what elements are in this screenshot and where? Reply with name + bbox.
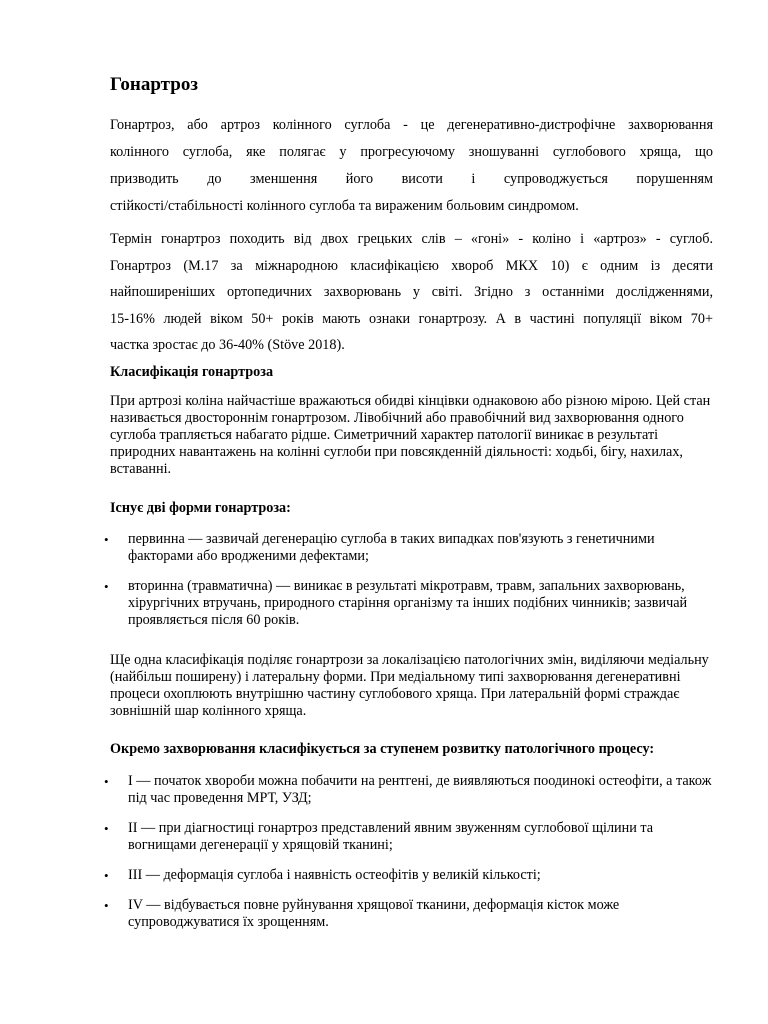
list-item: • I — початок хвороби можна побачити на рентгені, де виявляються поодинокі остеофіти, а також під час проведення МРТ, УЗД;: [110, 773, 713, 807]
list-item: • первинна — зазвичай дегенерацію суглоба в таких випадках пов'язують з генетичними факторами або вродженими дефектами;: [110, 531, 713, 565]
list-item: • IV — відбувається повне руйнування хрящової тканини, деформація кісток може супроводжуватися їх зрощенням.: [110, 897, 713, 931]
stages-list: [110, 773, 713, 931]
list-item: • III — деформація суглоба і наявність остеофітів у великій кількості;: [110, 867, 713, 884]
term-line: найпоширеніших ортопедичних захворювань у світі. Згідно з останніми дослідженнями,: [110, 284, 713, 300]
intro-paragraph: [110, 112, 713, 220]
intro-line: призводить до зменшення його висоти і супроводжується порушенням: [110, 171, 713, 187]
intro-line: колінного суглоба, яке полягає у прогресуючому зношуванні суглобового хряща, що: [110, 144, 713, 160]
page-title: Гонартроз: [110, 74, 198, 95]
term-line: Термін гонартроз походить від двох грецьких слів – «гоні» - коліно і «артроз» - суглоб.: [110, 231, 713, 247]
list-item: • II — при діагностиці гонартроз представлений явним звуженням суглобової щілини та вогнищами дегенерації у хрящовій тканині;: [110, 820, 713, 854]
term-paragraph: [110, 226, 713, 359]
term-line: Гонартроз (M.17 за міжнародною класифікацією хвороб МКХ 10) є одним із десяти: [110, 257, 713, 274]
intro-line: стійкості/стабільності колінного суглоба та вираженим больовим синдромом.: [110, 198, 579, 214]
forms-list: [110, 531, 713, 629]
forms-heading: Існує дві форми гонартроза:: [110, 500, 291, 516]
classification-heading: Класифікація гонартроза: [110, 364, 274, 380]
intro-line: Гонартроз, або артроз колінного суглоба - це дегенеративно-дистрофічне захворювання: [110, 117, 713, 133]
term-line: 15-16% людей віком 50+ років мають ознаки гонартрозу. А в частині популяції віком 70+: [110, 310, 713, 327]
term-line: частка зростає до 36-40% (Stöve 2018).: [110, 337, 345, 353]
localization-paragraph: Ще одна класифікація поділяє гонартрози за локалізацією патологічних змін, виділяючи медіальну (найбільш поширену) і латеральну форми. При медіальному типі захворювання дегенеративні процеси охоплюють внутрішню частину суглобового хряща. При латеральній формі страждає зовнішній шар колінного хряща.: [110, 652, 709, 719]
stages-heading: Окремо захворювання класифікується за ступенем розвитку патологічного процесу:: [110, 741, 655, 757]
list-item: • вторинна (травматична) — виникає в результаті мікротравм, травм, запальних захворювань, хірургічних втручань, природного старіння організму та інших подібних чинників; зазвичай проявляється після 60 років.: [110, 578, 713, 629]
classification-paragraph: При артрозі коліна найчастіше вражаються обидві кінцівки однаковою або різною мірою. Цей стан називається двостороннім гонартрозом. Лівобічний або правобічний вид захворювання одного суглоба трапляється набагато рідше. Симетричний характер патології виникає в результаті природних навантажень на колінні суглоби при повсякденній діяльності: ходьбі, бігу, нахилах, вставанні.: [110, 393, 711, 477]
